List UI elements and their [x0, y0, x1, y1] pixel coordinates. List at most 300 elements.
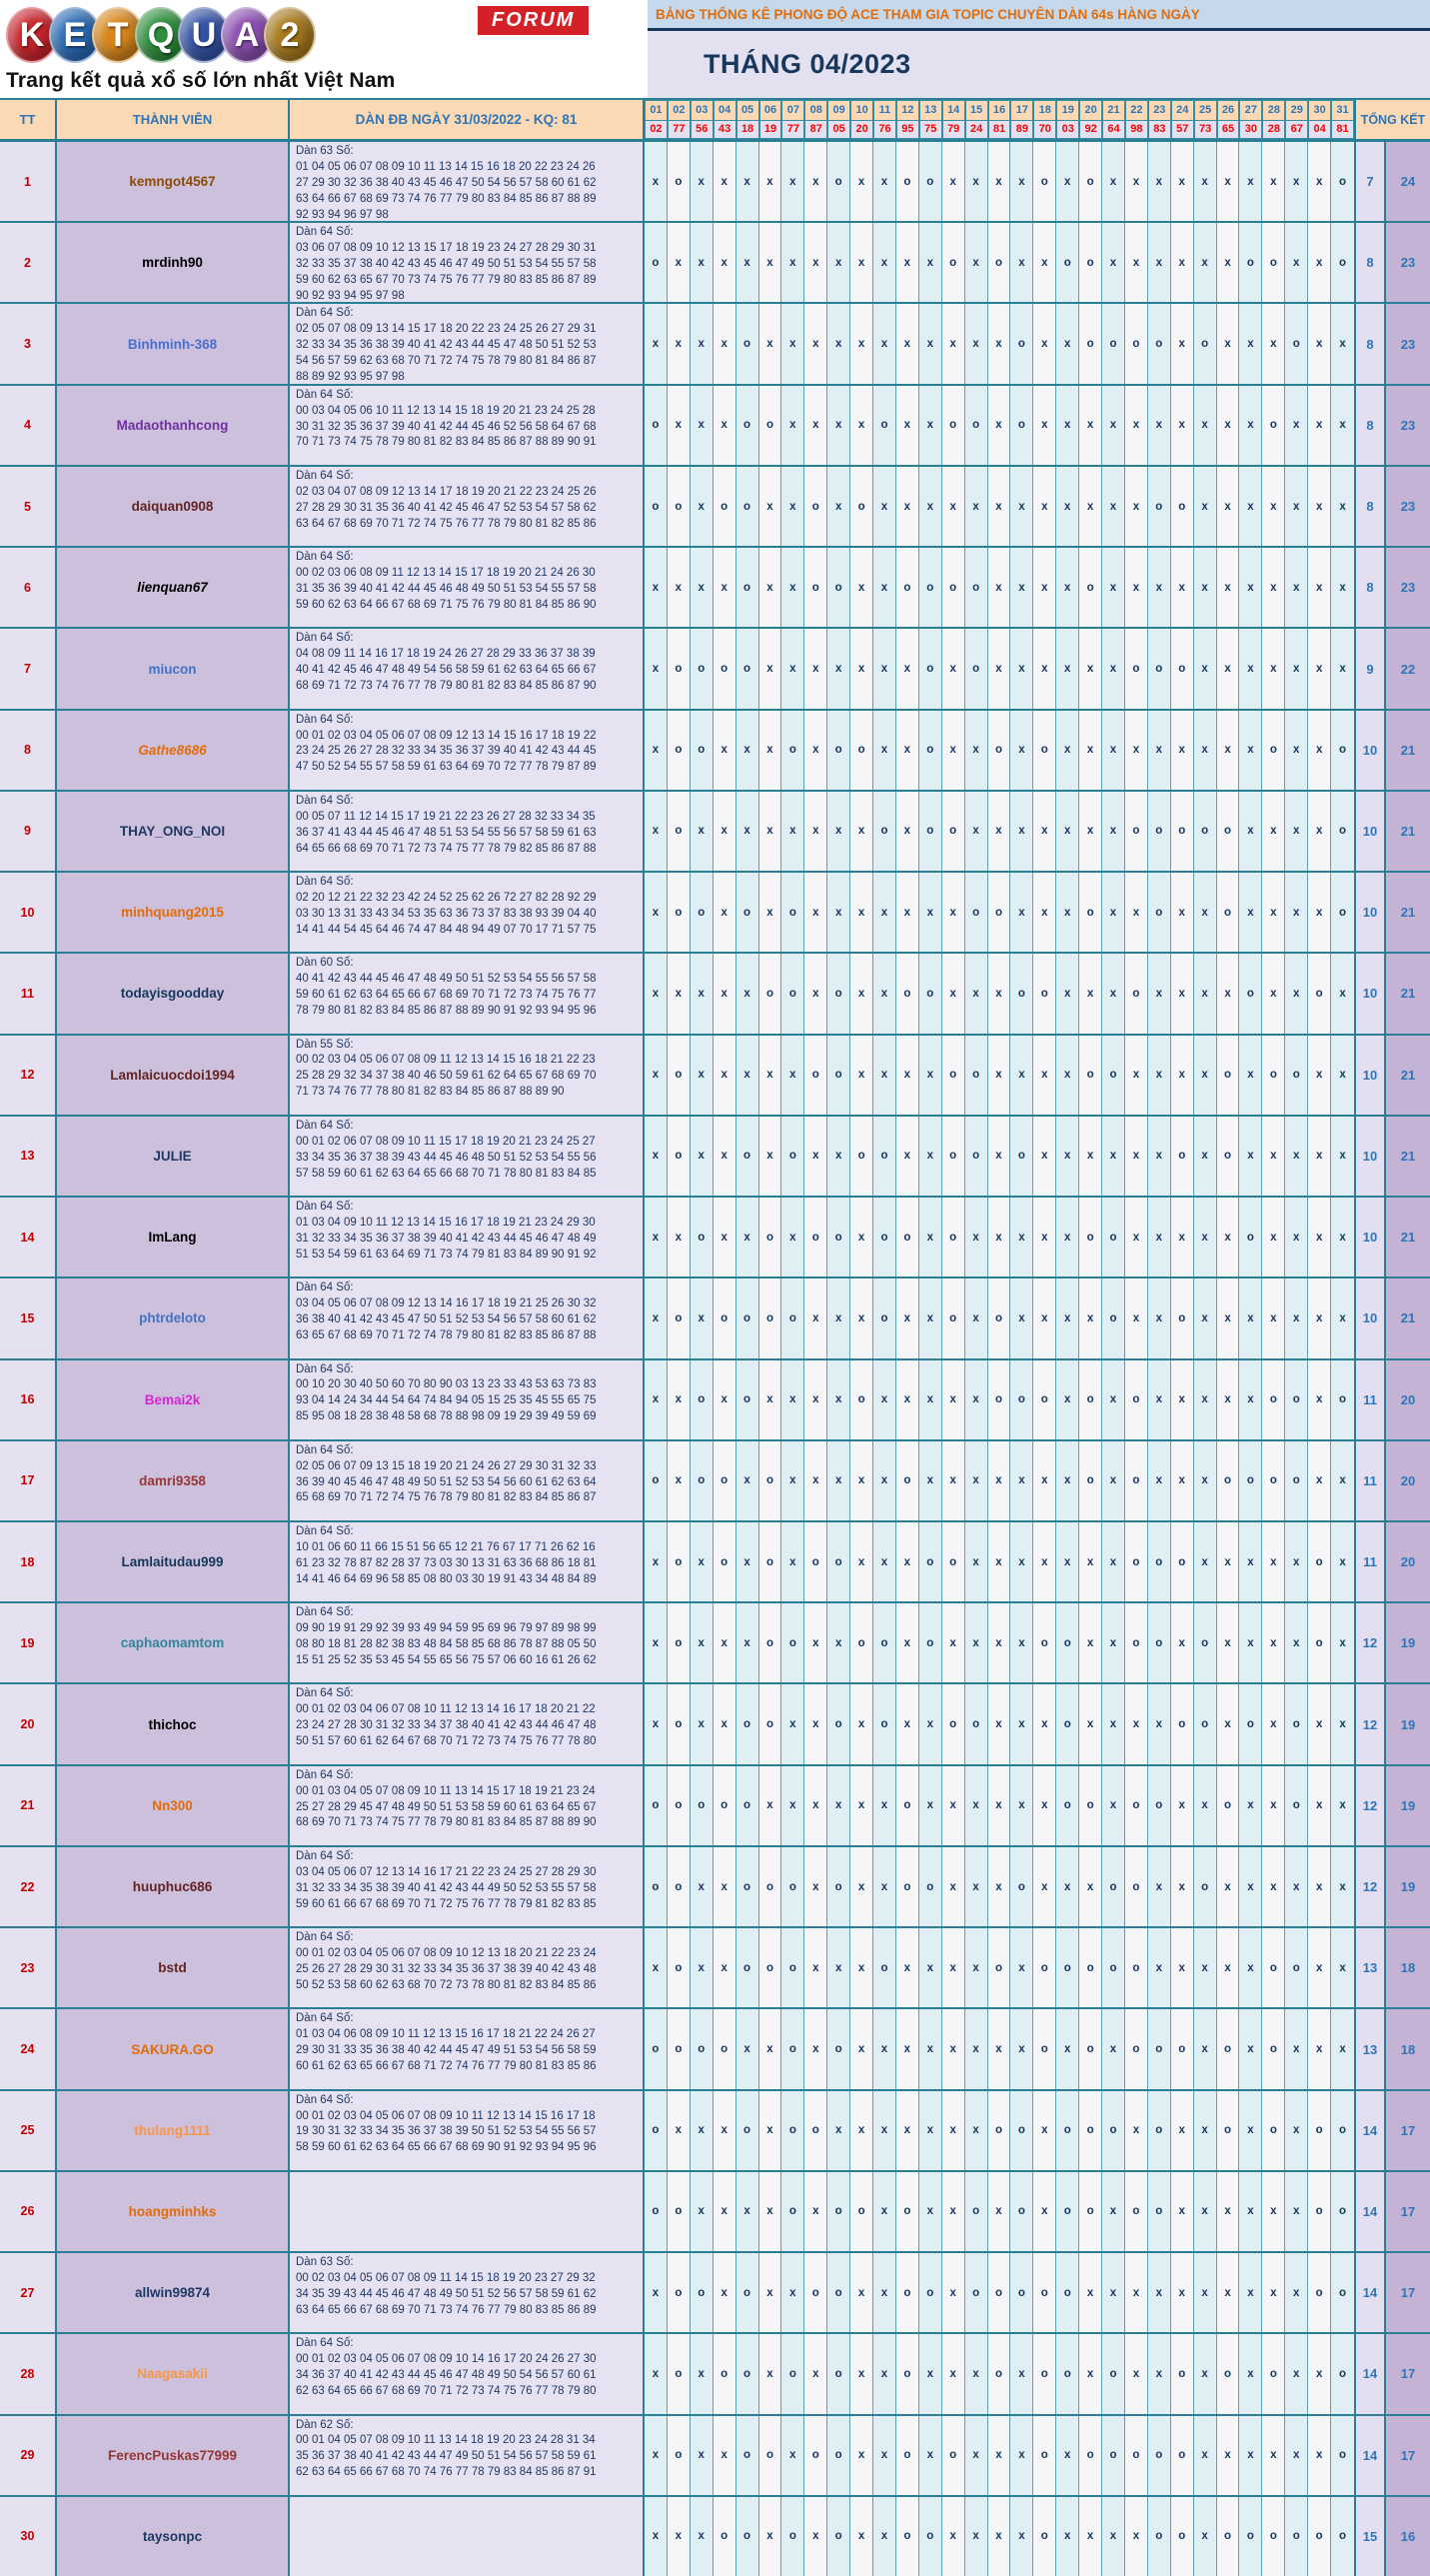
dan-numbers-line: 19 30 31 32 33 34 35 36 37 38 39 50 51 52 53 54 55 56 57	[296, 2125, 597, 2138]
mark-cell: o	[1308, 1522, 1331, 1601]
mark-cell: o	[1102, 2091, 1125, 2170]
mark-cell: x	[736, 1603, 759, 1682]
mark-cell: x	[1056, 1036, 1079, 1115]
member-name[interactable]: FerencPuskas77999	[107, 2447, 238, 2463]
member-name[interactable]: Naagasakii	[137, 2366, 208, 2382]
marks-cells	[645, 1279, 1356, 1357]
member-name[interactable]: THAY_ONG_NOI	[119, 823, 226, 839]
member-name[interactable]: Lamlaicuocdoi1994	[110, 1067, 235, 1083]
tt-cell: 21	[0, 1766, 57, 1845]
day-header-cell: 01	[645, 100, 668, 120]
dan-cell	[290, 2497, 645, 2576]
mark-cell: x	[759, 1766, 782, 1845]
member-name[interactable]: thichoc	[148, 1716, 197, 1732]
mark-cell: x	[691, 792, 714, 871]
day-header-cell: 05	[736, 100, 759, 120]
mark-cell: x	[1056, 1847, 1079, 1926]
mark-cell: x	[781, 142, 804, 221]
mark-cell: x	[1033, 1198, 1056, 1277]
total-o-cell: 10	[1356, 1198, 1386, 1277]
mark-cell: x	[691, 954, 714, 1033]
mark-cell: x	[1010, 223, 1033, 302]
member-name[interactable]: hoangminhks	[128, 2203, 217, 2219]
mark-cell: x	[714, 1928, 736, 2007]
mark-cell: x	[691, 386, 714, 465]
col-header-member: THÀNH VIÊN	[57, 100, 290, 139]
tt-cell: 17	[0, 1441, 57, 1520]
mark-cell: x	[691, 304, 714, 383]
mark-cell: o	[965, 2253, 988, 2332]
mark-cell: o	[1148, 1522, 1171, 1601]
member-name[interactable]: daiquan0908	[131, 499, 214, 515]
marks-cells	[645, 2091, 1356, 2170]
mark-cell: x	[691, 223, 714, 302]
member-cell	[57, 1360, 290, 1439]
mark-cell: o	[942, 386, 965, 465]
tt-cell: 9	[0, 792, 57, 871]
mark-cell: x	[1217, 142, 1240, 221]
site-logo[interactable]	[0, 0, 648, 98]
mark-cell: x	[1262, 629, 1285, 708]
mark-cell: x	[1033, 792, 1056, 871]
mark-cell: o	[965, 1684, 988, 1763]
mark-cell: x	[1262, 1522, 1285, 1601]
mark-cell: o	[668, 1684, 691, 1763]
mark-cell: x	[1217, 629, 1240, 708]
mark-cell: x	[804, 142, 827, 221]
member-name[interactable]: huuphuc686	[132, 1879, 213, 1895]
member-name[interactable]: miucon	[148, 661, 197, 677]
mark-cell: o	[850, 1603, 873, 1682]
member-name[interactable]: mrdinh90	[142, 255, 203, 271]
mark-cell: x	[827, 1117, 850, 1196]
total-x-cell: 21	[1386, 1279, 1430, 1357]
mark-cell: o	[1285, 1684, 1308, 1763]
mark-cell: x	[1194, 1766, 1217, 1845]
mark-cell: x	[1262, 548, 1285, 627]
mark-cell: x	[1308, 386, 1331, 465]
mark-cell: o	[1056, 2253, 1079, 2332]
mark-cell: o	[645, 2091, 668, 2170]
mark-cell: x	[1308, 873, 1331, 952]
mark-cell: o	[1079, 1766, 1102, 1845]
member-cell	[57, 2172, 290, 2251]
mark-cell: x	[873, 1441, 896, 1520]
member-name[interactable]: Lamlaitudau999	[121, 1554, 224, 1570]
dan-numbers-line: 71 73 74 76 77 78 80 81 82 83 84 85 86 87 88 89 90	[296, 1086, 565, 1099]
mark-cell: o	[896, 1847, 919, 1926]
mark-cell: x	[850, 2334, 873, 2413]
mark-cell: x	[714, 1198, 736, 1277]
mark-cell: o	[1125, 2416, 1148, 2495]
mark-cell: x	[965, 2091, 988, 2170]
mark-cell: o	[691, 711, 714, 790]
member-name[interactable]: Gathe8686	[138, 742, 207, 758]
mark-cell: o	[668, 1117, 691, 1196]
mark-cell: x	[1308, 1928, 1331, 2007]
mark-cell: o	[691, 1441, 714, 1520]
mark-cell: o	[1148, 873, 1171, 952]
dan-label: Dàn 64 Số:	[296, 388, 354, 401]
mark-cell: o	[1102, 2334, 1125, 2413]
member-name[interactable]: caphaomamtom	[120, 1635, 225, 1651]
member-cell	[57, 2334, 290, 2413]
mark-cell: x	[827, 1279, 850, 1357]
dan-label: Dàn 64 Số:	[296, 794, 354, 807]
member-name[interactable]: bstd	[158, 1960, 187, 1976]
dan-numbers-line: 00 03 04 05 06 10 11 12 13 14 15 18 19 20 21 23 24 25 28	[296, 404, 596, 417]
mark-cell: x	[1102, 1603, 1125, 1682]
mark-cell: x	[781, 2416, 804, 2495]
day-header-cell: 29	[1285, 100, 1308, 120]
mark-cell: o	[1331, 223, 1354, 302]
dan-cell	[290, 1603, 645, 1682]
day-header-cell: 22	[1125, 100, 1148, 120]
total-o-cell: 10	[1356, 792, 1386, 871]
mark-cell: x	[1262, 1847, 1285, 1926]
dan-cell	[290, 873, 645, 952]
mark-cell: x	[714, 2172, 736, 2251]
mark-cell: x	[1217, 1279, 1240, 1357]
mark-cell: x	[988, 386, 1011, 465]
mark-cell: x	[942, 2091, 965, 2170]
mark-cell: o	[1125, 1360, 1148, 1439]
mark-cell: x	[1033, 386, 1056, 465]
mark-cell: x	[1171, 142, 1194, 221]
member-row	[0, 2334, 1430, 2415]
mark-cell: x	[781, 467, 804, 546]
mark-cell: x	[804, 386, 827, 465]
mark-cell: o	[919, 711, 942, 790]
tt-cell: 25	[0, 2091, 57, 2170]
total-x-cell: 17	[1386, 2172, 1430, 2251]
member-name[interactable]: ImLang	[148, 1230, 197, 1246]
mark-cell: x	[942, 873, 965, 952]
mark-cell: x	[691, 1684, 714, 1763]
mark-cell: x	[988, 2497, 1011, 2576]
mark-cell: o	[804, 548, 827, 627]
member-name[interactable]: Bemai2k	[144, 1391, 201, 1407]
dan-numbers-line: 40 41 42 43 44 45 46 47 48 49 50 51 52 53 54 55 56 57 58	[296, 973, 597, 986]
mark-cell: o	[827, 142, 850, 221]
dan-numbers-line: 31 32 33 34 35 38 39 40 41 42 43 44 49 50 52 53 55 57 58	[296, 1881, 597, 1894]
mark-cell: x	[1010, 2334, 1033, 2413]
mark-cell: x	[1239, 873, 1262, 952]
member-name[interactable]: kemngot4567	[129, 174, 216, 190]
mark-cell: x	[919, 1198, 942, 1277]
mark-cell: x	[1331, 1847, 1354, 1926]
mark-cell: x	[1285, 2009, 1308, 2088]
dan-numbers-line: 30 31 32 35 36 37 39 40 41 42 44 45 46 52 56 58 64 67 68	[296, 420, 597, 433]
mark-cell: o	[1171, 1522, 1194, 1601]
mark-cell: x	[1308, 629, 1331, 708]
kq-value-cell: 77	[668, 120, 691, 140]
mark-cell: x	[988, 2009, 1011, 2088]
mark-cell: x	[896, 873, 919, 952]
mark-cell: o	[1239, 1441, 1262, 1520]
mark-cell: o	[988, 873, 1011, 952]
mark-cell: x	[1217, 2253, 1240, 2332]
mark-cell: o	[1079, 2172, 1102, 2251]
mark-cell: o	[1102, 2416, 1125, 2495]
mark-cell: o	[873, 1928, 896, 2007]
total-o-cell: 14	[1356, 2416, 1386, 2495]
mark-cell: x	[736, 1522, 759, 1601]
marks-cells	[645, 2416, 1356, 2495]
mark-cell: o	[1033, 2334, 1056, 2413]
mark-cell: x	[736, 1036, 759, 1115]
table-column-header	[0, 98, 1430, 142]
mark-cell: x	[714, 548, 736, 627]
mark-cell: x	[1308, 223, 1331, 302]
mark-cell: x	[1239, 548, 1262, 627]
tt-cell: 24	[0, 2009, 57, 2088]
mark-cell: o	[1262, 2009, 1285, 2088]
mark-cell: o	[1331, 2091, 1354, 2170]
dan-numbers-line: 02 05 07 08 09 13 14 15 17 18 20 22 23 24 25 26 27 29 31	[296, 323, 597, 336]
mark-cell: x	[965, 2416, 988, 2495]
total-x-cell: 20	[1386, 1522, 1430, 1601]
mark-cell: x	[988, 548, 1011, 627]
mark-cell: x	[988, 2172, 1011, 2251]
member-name[interactable]: Madaothanhcong	[116, 417, 229, 433]
mark-cell: x	[759, 711, 782, 790]
mark-cell: x	[896, 2009, 919, 2088]
mark-cell: x	[1194, 2009, 1217, 2088]
mark-cell: x	[1239, 1279, 1262, 1357]
mark-cell: x	[1331, 1198, 1354, 1277]
total-x-cell: 23	[1386, 223, 1430, 302]
mark-cell: x	[1194, 1522, 1217, 1601]
mark-cell: x	[827, 467, 850, 546]
mark-cell: x	[988, 142, 1011, 221]
mark-cell: o	[645, 223, 668, 302]
mark-cell: x	[965, 1847, 988, 1926]
mark-cell: x	[988, 304, 1011, 383]
mark-cell: x	[759, 1360, 782, 1439]
dan-cell	[290, 2009, 645, 2088]
mark-cell: x	[1285, 1279, 1308, 1357]
mark-cell: o	[827, 954, 850, 1033]
day-header-cell: 15	[965, 100, 988, 120]
total-o-cell: 14	[1356, 2253, 1386, 2332]
dan-cell	[290, 629, 645, 708]
mark-cell: o	[1125, 629, 1148, 708]
mark-cell: x	[668, 304, 691, 383]
mark-cell: o	[827, 711, 850, 790]
dan-numbers-line: 03 04 05 06 07 08 09 12 13 14 16 17 18 19 21 25 26 30 32	[296, 1297, 597, 1310]
mark-cell: o	[1010, 2253, 1033, 2332]
total-x-cell: 21	[1386, 1117, 1430, 1196]
mark-cell: x	[1010, 1198, 1033, 1277]
mark-cell: o	[988, 2091, 1011, 2170]
mark-cell: o	[691, 873, 714, 952]
day-header-cell: 23	[1148, 100, 1171, 120]
mark-cell: x	[736, 142, 759, 221]
total-o-cell: 14	[1356, 2334, 1386, 2413]
mark-cell: x	[645, 1117, 668, 1196]
dan-numbers-line: 25 27 28 29 45 47 48 49 50 51 53 58 59 60 61 63 64 65 67	[296, 1800, 597, 1813]
mark-cell: x	[965, 1441, 988, 1520]
mark-cell: x	[1079, 792, 1102, 871]
mark-cell: x	[1125, 467, 1148, 546]
member-name[interactable]: damri9358	[139, 1472, 206, 1488]
mark-cell: x	[691, 2497, 714, 2576]
member-name[interactable]: taysonpc	[142, 2528, 203, 2544]
dan-cell	[290, 1360, 645, 1439]
member-cell	[57, 2253, 290, 2332]
day-header-cell: 08	[804, 100, 827, 120]
mark-cell: x	[1056, 2497, 1079, 2576]
mark-cell: x	[1194, 223, 1217, 302]
mark-cell: o	[873, 792, 896, 871]
dan-numbers-line: 59 60 61 66 67 68 69 70 71 72 75 76 77 78 79 81 82 83 85	[296, 1897, 597, 1910]
mark-cell: o	[714, 2334, 736, 2413]
mark-cell: x	[714, 792, 736, 871]
dan-label: Dàn 64 Số:	[296, 1443, 354, 1456]
mark-cell: x	[965, 1928, 988, 2007]
mark-cell: x	[1010, 1279, 1033, 1357]
member-name[interactable]: Binhminh-368	[127, 336, 218, 352]
dan-cell	[290, 2416, 645, 2495]
mark-cell: x	[668, 1198, 691, 1277]
mark-cell: o	[781, 2334, 804, 2413]
member-name[interactable]: todayisgoodday	[120, 986, 225, 1002]
kq-value-cell: 81	[988, 120, 1011, 140]
dan-numbers-line: 59 60 62 63 65 67 70 73 74 75 76 77 79 80 83 85 86 87 89	[296, 273, 597, 286]
mark-cell: x	[1171, 1360, 1194, 1439]
mark-cell: o	[668, 2334, 691, 2413]
mark-cell: x	[1125, 2497, 1148, 2576]
mark-cell: x	[668, 1360, 691, 1439]
mark-cell: x	[781, 1684, 804, 1763]
mark-cell: o	[645, 2009, 668, 2088]
kq-value-cell: 57	[1171, 120, 1194, 140]
member-cell	[57, 1603, 290, 1682]
mark-cell: x	[896, 386, 919, 465]
mark-cell: x	[1285, 1117, 1308, 1196]
mark-cell: x	[1079, 629, 1102, 708]
mark-cell: x	[1125, 2091, 1148, 2170]
mark-cell: o	[668, 1847, 691, 1926]
dan-numbers-line: 34 35 39 43 44 45 46 47 48 49 50 51 52 56 57 58 59 61 62	[296, 2287, 597, 2300]
total-x-cell: 24	[1386, 142, 1430, 221]
mark-cell: x	[645, 2253, 668, 2332]
mark-cell: x	[1171, 1603, 1194, 1682]
mark-cell: x	[942, 1441, 965, 1520]
mark-cell: x	[1010, 792, 1033, 871]
mark-cell: x	[1010, 873, 1033, 952]
mark-cell: o	[919, 629, 942, 708]
mark-cell: o	[1262, 386, 1285, 465]
mark-cell: x	[736, 223, 759, 302]
mark-cell: o	[1056, 2172, 1079, 2251]
mark-cell: o	[668, 873, 691, 952]
member-name[interactable]: lienquan67	[137, 580, 208, 596]
mark-cell: x	[645, 1360, 668, 1439]
total-x-cell: 21	[1386, 954, 1430, 1033]
dan-label: Dàn 64 Số:	[296, 551, 354, 564]
mark-cell: x	[759, 2334, 782, 2413]
mark-cell: x	[1239, 711, 1262, 790]
mark-cell: o	[1033, 1360, 1056, 1439]
mark-cell: o	[919, 548, 942, 627]
mark-cell: x	[1079, 2253, 1102, 2332]
mark-cell: o	[896, 2416, 919, 2495]
mark-cell: x	[1102, 954, 1125, 1033]
mark-cell: o	[1125, 792, 1148, 871]
mark-cell: o	[1125, 1522, 1148, 1601]
total-o-cell: 12	[1356, 1847, 1386, 1926]
mark-cell: x	[759, 873, 782, 952]
marks-cells	[645, 1847, 1356, 1926]
member-name[interactable]: thulang1111	[134, 2122, 211, 2138]
mark-cell: x	[1079, 1117, 1102, 1196]
dan-label: Dàn 64 Số:	[296, 2093, 354, 2106]
mark-cell: x	[1171, 873, 1194, 952]
member-name[interactable]: allwin99874	[134, 2285, 211, 2301]
total-o-cell: 12	[1356, 1603, 1386, 1682]
mark-cell: x	[736, 954, 759, 1033]
mark-cell: o	[1217, 873, 1240, 952]
mark-cell: x	[1285, 2416, 1308, 2495]
mark-cell: o	[896, 142, 919, 221]
mark-cell: x	[1079, 386, 1102, 465]
mark-cell: x	[714, 2416, 736, 2495]
mark-cell: o	[736, 1117, 759, 1196]
mark-cell: x	[1010, 467, 1033, 546]
mark-cell: x	[1262, 142, 1285, 221]
mark-cell: x	[1217, 1928, 1240, 2007]
mark-cell: x	[1308, 548, 1331, 627]
member-row	[0, 2172, 1430, 2253]
member-name[interactable]: Nn300	[152, 1797, 193, 1813]
mark-cell: x	[781, 304, 804, 383]
mark-cell: x	[1285, 142, 1308, 221]
mark-cell: x	[1308, 1279, 1331, 1357]
mark-cell: o	[919, 1847, 942, 1926]
mark-cell: x	[1125, 223, 1148, 302]
day-header-cell: 30	[1308, 100, 1331, 120]
mark-cell: x	[1331, 1522, 1354, 1601]
tt-cell: 15	[0, 1279, 57, 1357]
mark-cell: x	[919, 223, 942, 302]
day-header-cell: 24	[1171, 100, 1194, 120]
total-x-cell: 21	[1386, 711, 1430, 790]
total-x-cell: 23	[1386, 304, 1430, 383]
stats-table-body	[0, 142, 1430, 2576]
member-cell	[57, 1279, 290, 1357]
total-o-cell: 10	[1356, 873, 1386, 952]
mark-cell: x	[1308, 2009, 1331, 2088]
mark-cell: x	[1217, 223, 1240, 302]
mark-cell: x	[1239, 792, 1262, 871]
member-name[interactable]: minhquang2015	[121, 905, 224, 921]
member-name[interactable]: JULIE	[153, 1148, 192, 1164]
day-header-cell: 07	[781, 100, 804, 120]
mark-cell: o	[827, 1522, 850, 1601]
mark-cell: x	[1056, 142, 1079, 221]
mark-cell: x	[827, 873, 850, 952]
mark-cell: o	[1148, 2497, 1171, 2576]
member-row	[0, 2091, 1430, 2172]
member-name[interactable]: SAKURA.GO	[131, 2041, 214, 2057]
mark-cell: x	[850, 1684, 873, 1763]
mark-cell: x	[1194, 548, 1217, 627]
member-name[interactable]: phtrdeloto	[139, 1310, 206, 1326]
mark-cell: x	[1262, 1279, 1285, 1357]
mark-cell: o	[1217, 2091, 1240, 2170]
